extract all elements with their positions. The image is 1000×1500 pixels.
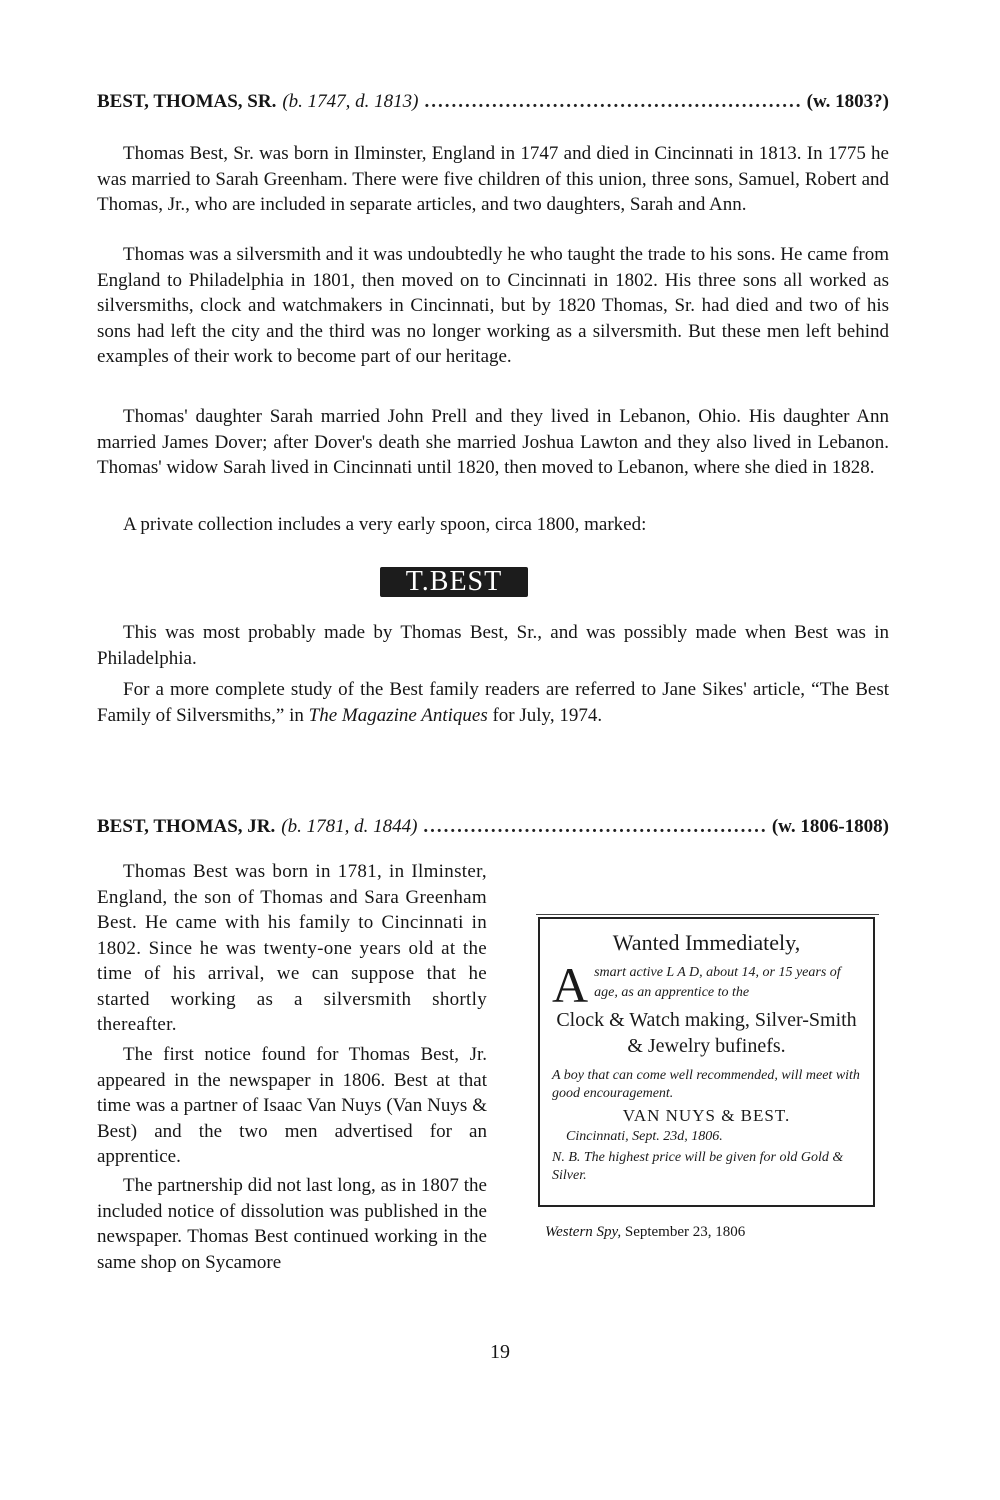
paragraph: Thomas Best, Sr. was born in Ilminster, England in 1747 and died in Cincinnati in 1813. In 1775 he was married to Sarah Greenham. There were five children of this union, three sons, Samuel, Robert and Thomas, Jr., who are included in separate articles, and two daughters, Sarah and Ann. [97,143,889,215]
paragraph: A private collection includes a very early spoon, circa 1800, marked: [123,514,647,535]
reference-lead: For a more complete study of the Best family readers are referred to Jane Sikes' article, “The Best Family of Silversmiths,” in [97,679,889,726]
reference-paragraph [97,677,889,728]
leader-dots [424,90,800,114]
caption-date: September 23, 1806 [624,1224,746,1240]
paragraph: The partnership did not last long, as in 1807 the included notice of dissolution was published in the newspaper. Thomas Best continued working in the same shop on Sycamore [97,1175,487,1273]
entry-dates: (b. 1781, d. 1844) [281,816,418,837]
paragraph: Thomas Best was born in 1781, in Ilminster, England, the son of Thomas and Sara Greenham Best. He came with his family to Cincinnati in 1802. Since he was twenty-one years old at the time of his arrival, we can suppose that he started working as a silversmith shortly thereafter. [97,861,487,1035]
ad-body [552,957,861,1013]
ad-nota-bene: N. B. The highest price will be given for old Gold & Silver. [552,1150,844,1183]
ad-caption [545,1222,745,1242]
paragraph: Thomas' daughter Sarah married John Prell and they lived in Lebanon, Ohio. His daughter Ann married James Dover; after Dover's death she married Joshua Lawton and they also lived in Lebanon. Thomas' widow Sarah lived in Cincinnati until 1820, then moved to Lebanon, where she died in 1828. [97,406,889,478]
reference-tail: for July, 1974. [487,704,603,726]
entry-name: BEST, THOMAS, JR. [97,816,276,837]
ad-firm-name: VAN NUYS & BEST. [622,1106,791,1125]
paragraph: The first notice found for Thomas Best, Jr. appeared in the newspaper in 1806. Best at that time was a partner of Isaac Van Nuys (Van Nuys & Best) and the two men advertised for an apprentice. [97,1044,487,1167]
entry-dates: (b. 1747, d. 1813) [282,91,419,112]
newspaper-advertisement [538,917,875,1207]
entry-working-dates: (w. 1806-1808) [771,816,889,837]
leader-dots [423,815,765,839]
ad-headline: Wanted Immediately, [612,930,801,955]
ad-note: A boy that can come well recommended, will meet with good encouragement. [552,1068,860,1101]
caption-source: Western Spy, [545,1224,622,1240]
maker-mark-stamp: T.BEST [380,567,528,597]
entry-working-dates: (w. 1803?) [806,91,889,112]
entry-name: BEST, THOMAS, SR. [97,91,277,112]
entry-heading-thomas-jr [97,815,889,839]
paragraph: Thomas was a silversmith and it was undoubtedly he who taught the trade to his sons. He came from England to Philadelphia in 1801, then moved on to Cincinnati in 1802. His three sons all worked as silversmiths, clock and watchmakers in Cincinnati, but by 1820 Thomas, Sr. had died and two of his sons had left the city and the third was no longer working as a silversmith. But these men left behind examples of their work to become part of our heritage. [97,244,889,367]
ad-dateline: Cincinnati, Sept. 23d, 1806. [566,1129,723,1144]
ad-trade: Clock & Watch making, Silver-Smith & Jewelry bufinefs. [556,1009,857,1057]
page-number: 19 [490,1341,510,1363]
ad-body-text: smart active L A D, about 14, or 15 years of age, as an apprentice to the [594,965,841,1000]
entry-heading-thomas-sr [97,90,889,114]
paragraph: This was most probably made by Thomas Best, Sr., and was possibly made when Best was in Philadelphia. [97,622,889,669]
ad-dropcap: A [552,957,589,1013]
reference-title: The Magazine Antiques [308,704,488,726]
